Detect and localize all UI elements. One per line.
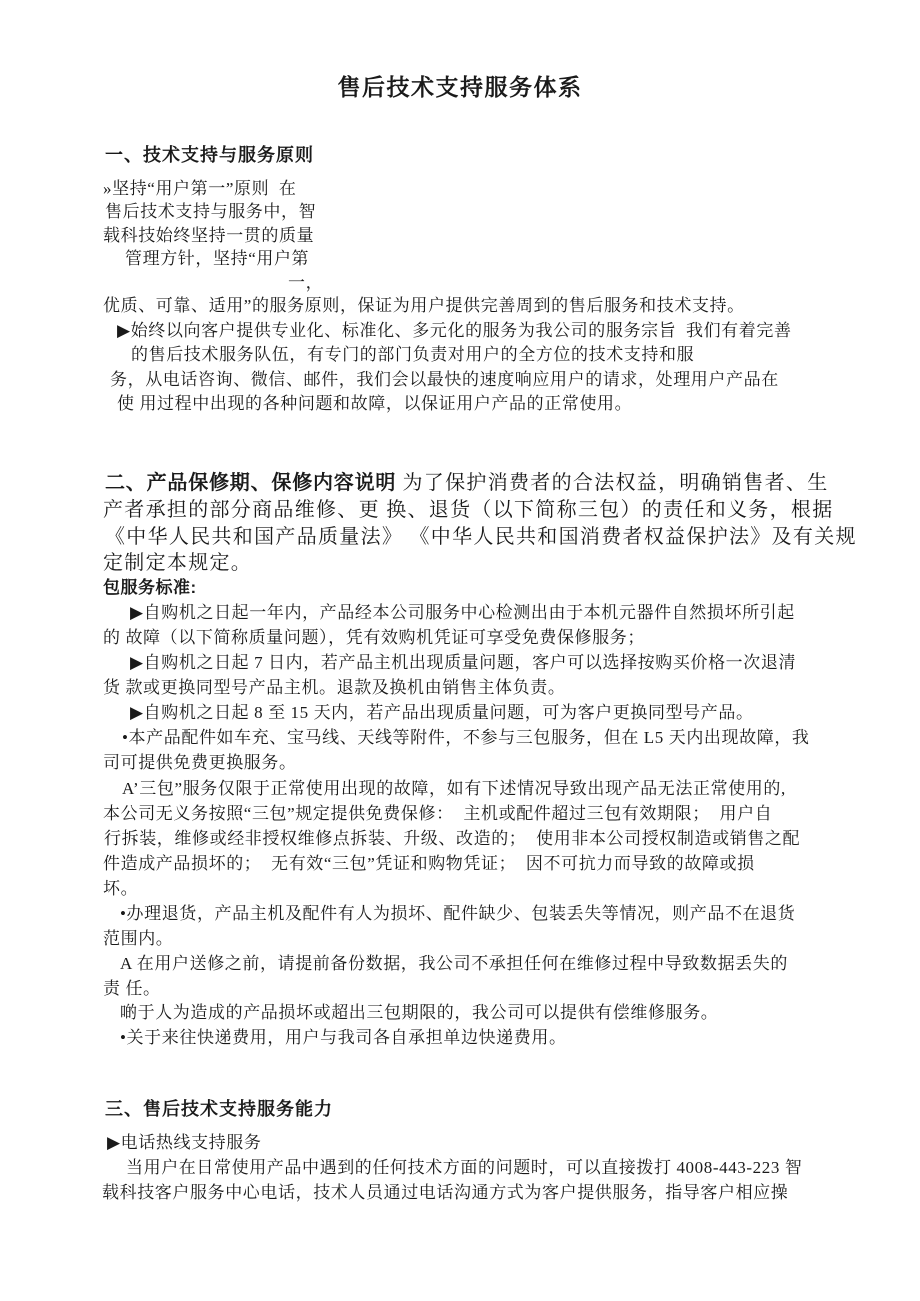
section-2-heading-line [105,470,829,497]
paragraph-line: 售后技术支持与服务中，智 [105,202,317,221]
paragraph-line: 司可提供免费更换服务。 [103,753,297,772]
paragraph-line: 的 故障（以下简称质量问题），凭有效购机凭证可享受免费保修服务； [103,628,645,647]
paragraph-line: ▶电话热线支持服务 [107,1133,262,1152]
paragraph-line: 为了保护消费者的合法权益，明确销售者、生 [396,472,829,494]
paragraph-line: •办理退货，产品主机及配件有人为损坏、配件缺少、包装丢失等情况，则产品不在退货 [120,904,796,923]
paragraph-line: 件造成产品损坏的； 无有效“三包”凭证和购物凭证； 因不可抗力而导致的故障或损 [103,854,755,873]
paragraph-line: »坚持“用户第一”原则 在 [103,179,297,198]
paragraph-line: 定制定本规定。 [103,552,253,574]
doc-title: 售后技术支持服务体系 [337,74,583,100]
paragraph-line: ▶自购机之日起一年内，产品经本公司服务中心检测出由于本机元器件自然损坏所引起 [130,603,795,622]
paragraph-line: 啲于人为造成的产品损坏或超出三包期限的，我公司可以提供有偿维修服务。 [120,1003,719,1022]
paragraph-line: A 在用户送修之前，请提前备份数据，我公司不承担任何在维修过程中导致数据丢失的 [120,954,788,973]
paragraph-line: ▶始终以向客户提供专业化、标准化、多元化的服务为我公司的服务宗旨 我们有着完善 [117,321,792,340]
paragraph-line: •本产品配件如车充、宝马线、天线等附件，不参与三包服务，但在 L5 天内出现故障，我 [122,728,810,747]
paragraph-line: 范围内。 [103,929,174,948]
section-1-heading: 一、技术支持与服务原则 [105,145,314,165]
paragraph-line: 坏。 [103,879,139,898]
paragraph-line: ▶自购机之日起 8 至 15 天内，若产品出现质量问题，可为客户更换同型号产品。 [130,703,754,722]
paragraph-line: A’三包”服务仅限于正常使用出现的故障，如有下述情况导致出现产品无法正常使用的, [122,779,786,798]
paragraph-line: 本公司无义务按照“三包”规定提供免费保修： 主机或配件超过三包有效期限； 用户自 [103,804,773,823]
paragraph-line: 优质、可靠、适用”的服务原则，保证为用户提供完善周到的售后服务和技术支持。 [103,296,745,315]
paragraph-line: 使 用过程中出现的各种问题和故障，以保证用户产品的正常使用。 [117,394,633,413]
paragraph-line: 行拆装，维修或经非授权维修点拆装、升级、改造的； 使用非本公司授权制造或销售之配 [104,829,801,848]
section-2-heading: 二、产品保修期、保修内容说明 [105,472,397,494]
paragraph-line: ▶自购机之日起 7 日内，若产品主机出现质量问题，客户可以选择按购买价格一次退清 [130,653,797,672]
paragraph-line: 《中华人民共和国产品质量法》 《中华人民共和国消费者权益保护法》及有关规 [105,526,857,548]
paragraph-line: 的售后技术服务队伍，有专门的部门负责对用户的全方位的技术支持和服 [131,345,695,364]
paragraph-line: 载科技客户服务中心电话，技术人员通过电话沟通方式为客户提供服务，指导客户相应操 [102,1183,789,1202]
paragraph-line: 一， [288,273,324,292]
paragraph-line: 责 任。 [103,979,161,998]
section-3-heading: 三、售后技术支持服务能力 [105,1099,333,1119]
paragraph-line: 务，从电话咨询、微信、邮件，我们会以最快的速度响应用户的请求，处理用户产品在 [110,370,779,389]
paragraph-line: 管理方针，坚持“用户第 [125,249,310,268]
paragraph-line: 当用户在日常使用产品中遇到的任何技术方面的问题时，可以直接拨打 4008-443-223 智 [126,1158,803,1177]
paragraph-line: 产者承担的部分商品维修、更 换、退货（以下简称三包）的责任和义务，根据 [103,499,834,521]
warranty-standard-subheading: 包服务标准: [103,578,197,597]
paragraph-line: 载科技始终坚持一贯的质量 [103,226,315,245]
paragraph-line: 货 款或更换同型号产品主机。退款及换机由销售主体负责。 [103,678,566,697]
paragraph-line: •关于来往快递费用，用户与我司各自承担单边快递费用。 [120,1028,567,1047]
